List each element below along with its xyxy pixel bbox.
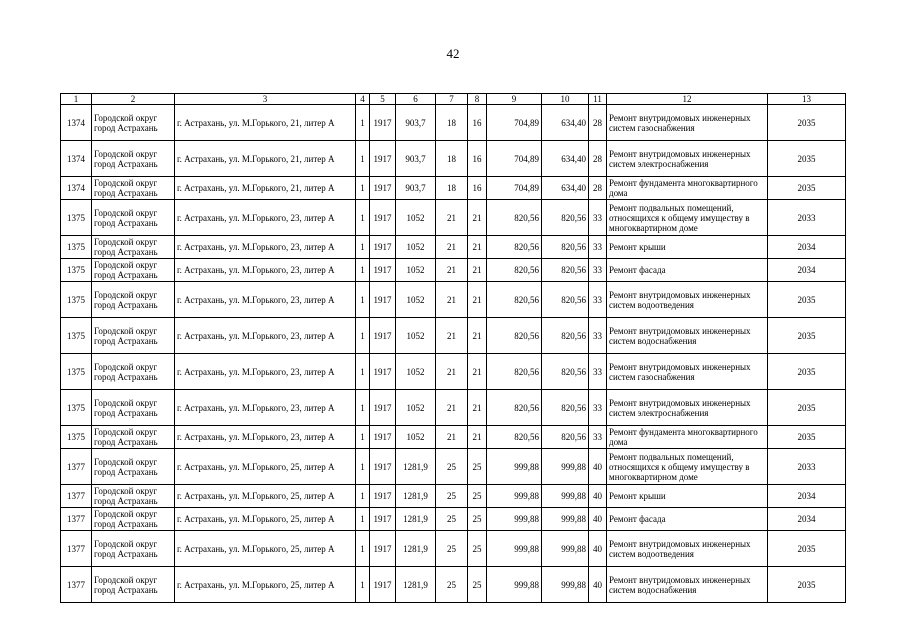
table-row	[61, 426, 846, 449]
planned-year-cell: 2035	[768, 426, 846, 449]
row-id-cell: 1375	[61, 259, 92, 282]
block-cell: 1	[356, 282, 370, 318]
repair-work-cell: Ремонт фундамента многоквартирного дома	[607, 426, 768, 449]
column-header: 7	[436, 94, 468, 105]
block-cell: 1	[356, 449, 370, 485]
block-cell: 1	[356, 531, 370, 567]
year-built-cell: 1917	[370, 508, 396, 531]
table-row	[61, 177, 846, 200]
row-id-cell: 1377	[61, 449, 92, 485]
address-cell: г. Астрахань, ул. М.Горького, 23, литер А	[175, 236, 356, 259]
extra-cell: 40	[589, 449, 607, 485]
block-cell: 1	[356, 177, 370, 200]
owned-area-cell: 634,40	[542, 177, 589, 200]
extra-cell: 40	[589, 567, 607, 603]
residential-area-cell: 999,88	[487, 449, 542, 485]
owned-area-cell: 999,88	[542, 531, 589, 567]
table-body	[61, 105, 846, 603]
year-built-cell: 1917	[370, 567, 396, 603]
table-row	[61, 390, 846, 426]
table-row	[61, 200, 846, 236]
total-area-cell: 903,7	[396, 105, 436, 141]
municipality-cell: Городской округ город Астрахань	[92, 508, 175, 531]
municipality-cell: Городской округ город Астрахань	[92, 318, 175, 354]
total-area-cell: 1281,9	[396, 449, 436, 485]
block-cell: 1	[356, 200, 370, 236]
total-area-cell: 1052	[396, 426, 436, 449]
planned-year-cell: 2034	[768, 508, 846, 531]
planned-year-cell: 2033	[768, 449, 846, 485]
block-cell: 1	[356, 426, 370, 449]
total-area-cell: 1052	[396, 354, 436, 390]
residents-cell: 21	[468, 200, 487, 236]
municipality-cell: Городской округ город Астрахань	[92, 354, 175, 390]
column-header: 13	[768, 94, 846, 105]
apartments-cell: 18	[436, 141, 468, 177]
total-area-cell: 1052	[396, 318, 436, 354]
residents-cell: 16	[468, 105, 487, 141]
extra-cell: 40	[589, 485, 607, 508]
municipality-cell: Городской округ город Астрахань	[92, 177, 175, 200]
planned-year-cell: 2035	[768, 354, 846, 390]
planned-year-cell: 2034	[768, 259, 846, 282]
apartments-cell: 21	[436, 259, 468, 282]
address-cell: г. Астрахань, ул. М.Горького, 25, литер А	[175, 531, 356, 567]
residents-cell: 16	[468, 177, 487, 200]
table-row	[61, 567, 846, 603]
owned-area-cell: 634,40	[542, 105, 589, 141]
row-id-cell: 1377	[61, 485, 92, 508]
residents-cell: 21	[468, 282, 487, 318]
address-cell: г. Астрахань, ул. М.Горького, 23, литер А	[175, 259, 356, 282]
table-row	[61, 354, 846, 390]
year-built-cell: 1917	[370, 200, 396, 236]
apartments-cell: 25	[436, 508, 468, 531]
column-header: 11	[589, 94, 607, 105]
block-cell: 1	[356, 236, 370, 259]
residential-area-cell: 704,89	[487, 105, 542, 141]
row-id-cell: 1377	[61, 531, 92, 567]
total-area-cell: 903,7	[396, 177, 436, 200]
row-id-cell: 1377	[61, 508, 92, 531]
table-row	[61, 508, 846, 531]
total-area-cell: 1052	[396, 259, 436, 282]
extra-cell: 33	[589, 282, 607, 318]
repair-work-cell: Ремонт фасада	[607, 508, 768, 531]
owned-area-cell: 634,40	[542, 141, 589, 177]
extra-cell: 40	[589, 508, 607, 531]
apartments-cell: 25	[436, 485, 468, 508]
total-area-cell: 1281,9	[396, 508, 436, 531]
extra-cell: 33	[589, 259, 607, 282]
apartments-cell: 18	[436, 177, 468, 200]
table-row	[61, 485, 846, 508]
residents-cell: 21	[468, 259, 487, 282]
column-header: 10	[542, 94, 589, 105]
block-cell: 1	[356, 141, 370, 177]
column-header: 6	[396, 94, 436, 105]
municipality-cell: Городской округ город Астрахань	[92, 426, 175, 449]
apartments-cell: 21	[436, 390, 468, 426]
extra-cell: 33	[589, 200, 607, 236]
residents-cell: 25	[468, 508, 487, 531]
table-row	[61, 236, 846, 259]
residential-area-cell: 999,88	[487, 485, 542, 508]
year-built-cell: 1917	[370, 236, 396, 259]
address-cell: г. Астрахань, ул. М.Горького, 23, литер А	[175, 390, 356, 426]
column-header: 8	[468, 94, 487, 105]
residents-cell: 25	[468, 449, 487, 485]
table-row	[61, 105, 846, 141]
table-row	[61, 259, 846, 282]
planned-year-cell: 2034	[768, 485, 846, 508]
repair-work-cell: Ремонт внутридомовых инженерных систем водоотведения	[607, 531, 768, 567]
total-area-cell: 1052	[396, 282, 436, 318]
apartments-cell: 18	[436, 105, 468, 141]
repair-work-cell: Ремонт подвальных помещений, относящихся к общему имуществу в многоквартирном доме	[607, 449, 768, 485]
year-built-cell: 1917	[370, 105, 396, 141]
row-id-cell: 1374	[61, 105, 92, 141]
extra-cell: 40	[589, 531, 607, 567]
page-number: 42	[446, 46, 460, 61]
row-id-cell: 1375	[61, 390, 92, 426]
address-cell: г. Астрахань, ул. М.Горького, 25, литер А	[175, 485, 356, 508]
column-header: 4	[356, 94, 370, 105]
extra-cell: 28	[589, 105, 607, 141]
municipality-cell: Городской округ город Астрахань	[92, 105, 175, 141]
row-id-cell: 1375	[61, 354, 92, 390]
address-cell: г. Астрахань, ул. М.Горького, 23, литер А	[175, 318, 356, 354]
table-row	[61, 141, 846, 177]
year-built-cell: 1917	[370, 318, 396, 354]
block-cell: 1	[356, 390, 370, 426]
residential-area-cell: 820,56	[487, 354, 542, 390]
block-cell: 1	[356, 318, 370, 354]
repair-work-cell: Ремонт крыши	[607, 485, 768, 508]
table-row	[61, 318, 846, 354]
block-cell: 1	[356, 508, 370, 531]
repair-work-cell: Ремонт внутридомовых инженерных систем газоснабжения	[607, 105, 768, 141]
owned-area-cell: 820,56	[542, 259, 589, 282]
total-area-cell: 1281,9	[396, 567, 436, 603]
residential-area-cell: 820,56	[487, 426, 542, 449]
year-built-cell: 1917	[370, 531, 396, 567]
repair-work-cell: Ремонт фасада	[607, 259, 768, 282]
row-id-cell: 1375	[61, 236, 92, 259]
municipality-cell: Городской округ город Астрахань	[92, 567, 175, 603]
row-id-cell: 1375	[61, 318, 92, 354]
residents-cell: 21	[468, 354, 487, 390]
owned-area-cell: 820,56	[542, 236, 589, 259]
residential-area-cell: 820,56	[487, 200, 542, 236]
block-cell: 1	[356, 259, 370, 282]
column-header: 2	[92, 94, 175, 105]
apartments-cell: 21	[436, 282, 468, 318]
residents-cell: 25	[468, 567, 487, 603]
year-built-cell: 1917	[370, 141, 396, 177]
planned-year-cell: 2035	[768, 177, 846, 200]
year-built-cell: 1917	[370, 282, 396, 318]
municipality-cell: Городской округ город Астрахань	[92, 449, 175, 485]
planned-year-cell: 2035	[768, 141, 846, 177]
residential-area-cell: 999,88	[487, 567, 542, 603]
extra-cell: 33	[589, 318, 607, 354]
table-row	[61, 531, 846, 567]
residential-area-cell: 820,56	[487, 390, 542, 426]
residents-cell: 21	[468, 236, 487, 259]
repair-work-cell: Ремонт крыши	[607, 236, 768, 259]
municipality-cell: Городской округ город Астрахань	[92, 531, 175, 567]
residents-cell: 21	[468, 426, 487, 449]
repair-work-cell: Ремонт внутридомовых инженерных систем водоснабжения	[607, 318, 768, 354]
year-built-cell: 1917	[370, 354, 396, 390]
owned-area-cell: 999,88	[542, 567, 589, 603]
apartments-cell: 25	[436, 449, 468, 485]
block-cell: 1	[356, 567, 370, 603]
apartments-cell: 21	[436, 426, 468, 449]
row-id-cell: 1375	[61, 282, 92, 318]
column-header: 9	[487, 94, 542, 105]
repair-schedule-table	[60, 93, 846, 603]
owned-area-cell: 820,56	[542, 282, 589, 318]
extra-cell: 28	[589, 141, 607, 177]
total-area-cell: 1052	[396, 236, 436, 259]
address-cell: г. Астрахань, ул. М.Горького, 23, литер А	[175, 426, 356, 449]
owned-area-cell: 820,56	[542, 426, 589, 449]
planned-year-cell: 2035	[768, 318, 846, 354]
owned-area-cell: 820,56	[542, 390, 589, 426]
total-area-cell: 1281,9	[396, 485, 436, 508]
residential-area-cell: 820,56	[487, 282, 542, 318]
apartments-cell: 21	[436, 318, 468, 354]
repair-work-cell: Ремонт фундамента многоквартирного дома	[607, 177, 768, 200]
owned-area-cell: 820,56	[542, 354, 589, 390]
total-area-cell: 1281,9	[396, 531, 436, 567]
row-id-cell: 1374	[61, 141, 92, 177]
repair-work-cell: Ремонт внутридомовых инженерных систем водоснабжения	[607, 567, 768, 603]
municipality-cell: Городской округ город Астрахань	[92, 485, 175, 508]
address-cell: г. Астрахань, ул. М.Горького, 23, литер А	[175, 200, 356, 236]
address-cell: г. Астрахань, ул. М.Горького, 25, литер А	[175, 508, 356, 531]
owned-area-cell: 999,88	[542, 508, 589, 531]
address-cell: г. Астрахань, ул. М.Горького, 25, литер А	[175, 567, 356, 603]
planned-year-cell: 2034	[768, 236, 846, 259]
row-id-cell: 1375	[61, 426, 92, 449]
residents-cell: 25	[468, 531, 487, 567]
residential-area-cell: 999,88	[487, 508, 542, 531]
residential-area-cell: 820,56	[487, 318, 542, 354]
planned-year-cell: 2033	[768, 200, 846, 236]
repair-work-cell: Ремонт внутридомовых инженерных систем электроснабжения	[607, 390, 768, 426]
block-cell: 1	[356, 485, 370, 508]
total-area-cell: 903,7	[396, 141, 436, 177]
municipality-cell: Городской округ город Астрахань	[92, 141, 175, 177]
residential-area-cell: 704,89	[487, 141, 542, 177]
repair-work-cell: Ремонт внутридомовых инженерных систем водоотведения	[607, 282, 768, 318]
apartments-cell: 21	[436, 354, 468, 390]
apartments-cell: 25	[436, 567, 468, 603]
residential-area-cell: 820,56	[487, 259, 542, 282]
extra-cell: 33	[589, 354, 607, 390]
residents-cell: 21	[468, 390, 487, 426]
total-area-cell: 1052	[396, 200, 436, 236]
row-id-cell: 1374	[61, 177, 92, 200]
repair-work-cell: Ремонт внутридомовых инженерных систем газоснабжения	[607, 354, 768, 390]
residential-area-cell: 704,89	[487, 177, 542, 200]
repair-work-cell: Ремонт подвальных помещений, относящихся к общему имуществу в многоквартирном доме	[607, 200, 768, 236]
municipality-cell: Городской округ город Астрахань	[92, 282, 175, 318]
residential-area-cell: 999,88	[487, 531, 542, 567]
header-row	[61, 94, 846, 105]
extra-cell: 28	[589, 177, 607, 200]
repair-work-cell: Ремонт внутридомовых инженерных систем электроснабжения	[607, 141, 768, 177]
address-cell: г. Астрахань, ул. М.Горького, 21, литер А	[175, 105, 356, 141]
residents-cell: 16	[468, 141, 487, 177]
municipality-cell: Городской округ город Астрахань	[92, 236, 175, 259]
table-row	[61, 282, 846, 318]
address-cell: г. Астрахань, ул. М.Горького, 23, литер А	[175, 282, 356, 318]
planned-year-cell: 2035	[768, 567, 846, 603]
year-built-cell: 1917	[370, 485, 396, 508]
municipality-cell: Городской округ город Астрахань	[92, 390, 175, 426]
municipality-cell: Городской округ город Астрахань	[92, 259, 175, 282]
row-id-cell: 1375	[61, 200, 92, 236]
address-cell: г. Астрахань, ул. М.Горького, 23, литер А	[175, 354, 356, 390]
owned-area-cell: 999,88	[542, 485, 589, 508]
address-cell: г. Астрахань, ул. М.Горького, 25, литер А	[175, 449, 356, 485]
total-area-cell: 1052	[396, 390, 436, 426]
apartments-cell: 21	[436, 200, 468, 236]
block-cell: 1	[356, 354, 370, 390]
owned-area-cell: 820,56	[542, 200, 589, 236]
municipality-cell: Городской округ город Астрахань	[92, 200, 175, 236]
extra-cell: 33	[589, 236, 607, 259]
apartments-cell: 25	[436, 531, 468, 567]
residential-area-cell: 820,56	[487, 236, 542, 259]
column-header: 12	[607, 94, 768, 105]
extra-cell: 33	[589, 390, 607, 426]
address-cell: г. Астрахань, ул. М.Горького, 21, литер А	[175, 141, 356, 177]
apartments-cell: 21	[436, 236, 468, 259]
year-built-cell: 1917	[370, 177, 396, 200]
planned-year-cell: 2035	[768, 105, 846, 141]
table-row	[61, 449, 846, 485]
column-header: 3	[175, 94, 356, 105]
extra-cell: 33	[589, 426, 607, 449]
planned-year-cell: 2035	[768, 531, 846, 567]
year-built-cell: 1917	[370, 390, 396, 426]
address-cell: г. Астрахань, ул. М.Горького, 21, литер А	[175, 177, 356, 200]
planned-year-cell: 2035	[768, 390, 846, 426]
row-id-cell: 1377	[61, 567, 92, 603]
block-cell: 1	[356, 105, 370, 141]
year-built-cell: 1917	[370, 259, 396, 282]
owned-area-cell: 999,88	[542, 449, 589, 485]
residents-cell: 25	[468, 485, 487, 508]
owned-area-cell: 820,56	[542, 318, 589, 354]
planned-year-cell: 2035	[768, 282, 846, 318]
column-header: 1	[61, 94, 92, 105]
residents-cell: 21	[468, 318, 487, 354]
year-built-cell: 1917	[370, 426, 396, 449]
year-built-cell: 1917	[370, 449, 396, 485]
column-header: 5	[370, 94, 396, 105]
